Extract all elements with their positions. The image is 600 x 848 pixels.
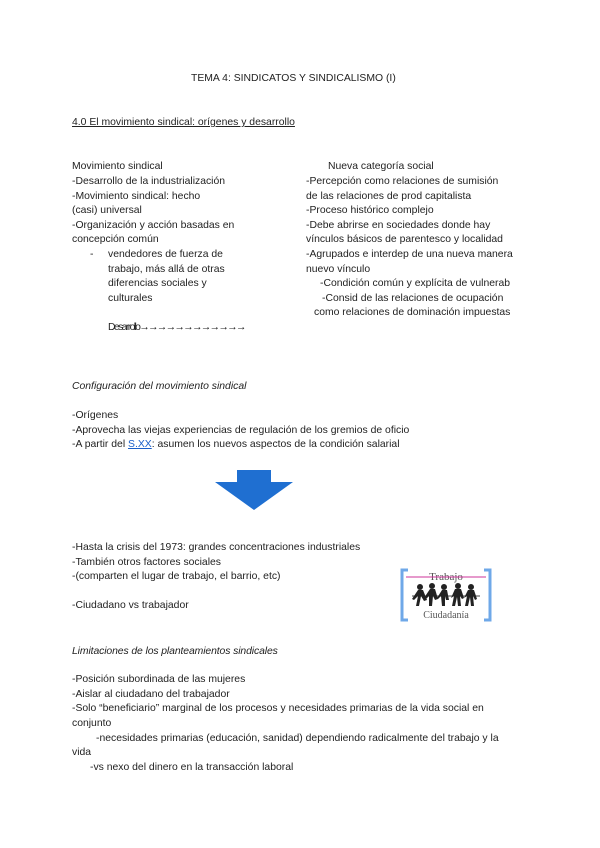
left-line: (casi) universal: [72, 205, 142, 216]
right-column-heading: Nueva categoría social: [328, 161, 434, 172]
config-line: -Orígenes: [72, 410, 119, 421]
config-heading: Configuración del movimiento sindical: [72, 381, 247, 392]
after-arrow-line: -(comparten el lugar de trabajo, el barrio, etc): [72, 571, 281, 582]
limitaciones-line: conjunto: [72, 718, 112, 729]
desarrollo-arrows: Desarrollo→→→→→→→→→→→→: [108, 322, 245, 333]
left-column-heading: Movimiento sindical: [72, 161, 163, 172]
down-arrow-shape: [215, 470, 293, 510]
illus-top-word: Trabajo: [429, 571, 463, 583]
figures-icon: [412, 583, 477, 606]
sxx-suffix: : asumen los nuevos aspectos de la condición salarial: [151, 439, 400, 450]
right-line: nuevo vínculo: [306, 264, 371, 275]
right-line: -Debe abrirse en sociedades donde hay: [306, 220, 491, 231]
page-title: TEMA 4: SINDICATOS Y SINDICALISMO (I): [191, 73, 396, 84]
trabajo-ciudadania-illustration: [400, 566, 492, 624]
after-arrow-line: -Hasta la crisis del 1973: grandes concentraciones industriales: [72, 542, 361, 553]
illus-bottom-word: Ciudadanía: [423, 610, 469, 621]
limitaciones-line: -vs nexo del dinero en la transacción laboral: [90, 762, 294, 773]
left-line: -Desarrollo de la industrialización: [72, 176, 226, 187]
limitaciones-line: vida: [72, 747, 92, 758]
down-arrow-icon: [215, 470, 293, 510]
left-line: -Movimiento sindical: hecho: [72, 191, 201, 202]
right-line: -Percepción como relaciones de sumisión: [306, 176, 499, 187]
bullet-line: culturales: [108, 293, 153, 304]
section-heading: 4.0 El movimiento sindical: orígenes y desarrollo: [72, 117, 295, 128]
right-line: vínculos básicos de parentesco y localidad: [306, 234, 503, 245]
bullet-marker: -: [90, 249, 94, 260]
ciudadano-line: -Ciudadano vs trabajador: [72, 600, 189, 611]
limitaciones-line: -Posición subordinada de las mujeres: [72, 674, 246, 685]
left-line: concepción común: [72, 234, 159, 245]
sxx-link[interactable]: S.XX: [128, 439, 152, 450]
right-line: -Agrupados e interdep de una nueva manera: [306, 249, 513, 260]
bullet-line: trabajo, más allá de otras: [108, 264, 225, 275]
config-line-sxx: [72, 438, 400, 452]
limitaciones-line: -Solo “beneficiario” marginal de los procesos y necesidades primarias de la vida social en: [72, 703, 484, 714]
right-line: de las relaciones de prod capitalista: [306, 191, 472, 202]
limitaciones-line: -necesidades primarias (educación, sanidad) dependiendo radicalmente del trabajo y la: [96, 733, 499, 744]
right-line: -Condición común y explícita de vulnerab: [320, 278, 511, 289]
sxx-prefix: -A partir del: [72, 439, 129, 450]
right-line: -Proceso histórico complejo: [306, 205, 434, 216]
limitaciones-line: -Aislar al ciudadano del trabajador: [72, 689, 230, 700]
left-line: -Organización y acción basadas en: [72, 220, 235, 231]
bullet-line: vendedores de fuerza de: [108, 249, 223, 260]
limitaciones-heading: Limitaciones de los planteamientos sindicales: [72, 646, 278, 657]
after-arrow-line: -También otros factores sociales: [72, 557, 221, 568]
bullet-line: diferencias sociales y: [108, 278, 207, 289]
right-line: -Consid de las relaciones de ocupación: [322, 293, 504, 304]
config-line: -Aprovecha las viejas experiencias de regulación de los gremios de oficio: [72, 425, 410, 436]
right-line: como relaciones de dominación impuestas: [314, 307, 511, 318]
